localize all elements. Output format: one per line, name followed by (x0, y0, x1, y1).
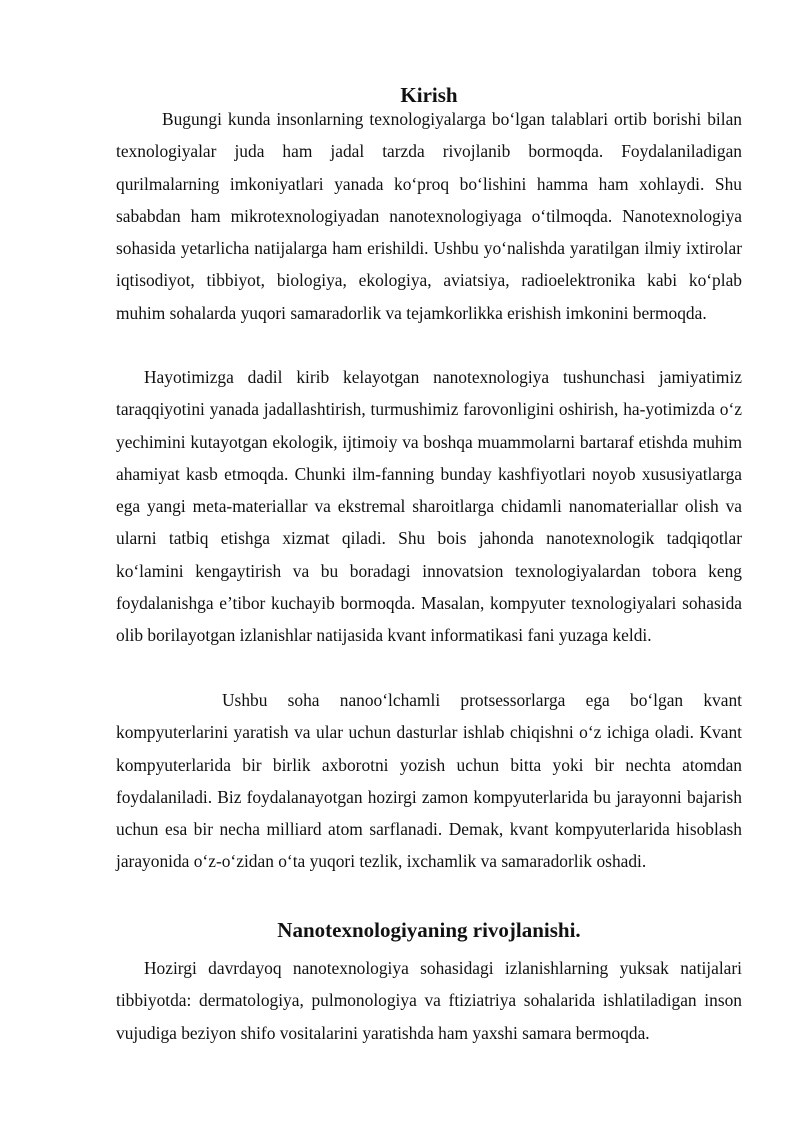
page-title: Kirish (400, 83, 458, 107)
section-title: Nanotexnologiyaning rivojlanishi. (277, 918, 581, 942)
paragraph-quantum-computers: Ushbu soha nanoo‘lchamli protsessorlarga ega bo‘lgan kvant kompyuterlarini yaratish va ular uchun dasturlar ishlab chiqishni o‘z ichiga oladi. Kvant kompyuterlarida bir birlik axborotni yozish uchun bitta yoki bir nechta atomdan foydalaniladi. Biz foydalanayotgan hozirgi zamon kompyuterlarida bu jarayonni bajarish uchun esa bir necha milliard atom sarflanadi. Demak, kvant kompyuterlarida hisoblash jarayonida o‘z-o‘zidan o‘ta yuqori tezlik, ixchamlik va samaradorlik oshadi. (116, 690, 742, 872)
paragraph-nanotechnology-society: Hayotimizga dadil kirib kelayotgan nanotexnologiya tushunchasi jamiyatimiz taraqqiyotini yanada jadallashtirish, turmushimiz farovonligini oshirish, ha-yotimizda o‘z yechimini kutayotgan ekologik, ijtimoiy va boshqa muammolarni bartaraf etishda muhim ahamiyat kasb etmoqda. Chunki ilm-fanning bunday kashfiyotlari noyob xususiyatlarga ega yangi meta-materiallar va ekstremal sharoitlarga chidamli nanomateriallar olish va ularni tatbiq etishga xizmat qiladi. Shu bois jahonda nanotexnologik tadqiqotlar ko‘lamini kengaytirish va bu boradagi innovatsion texnologiyalardan tobora keng foydalanishga e’tibor kuchayib bormoqda. Masalan, kompyuter texnologiyalari sohasida olib borilayotgan izlanishlar natijasida kvant informatikasi fani yuzaga keldi. (116, 367, 742, 646)
paragraph-intro: Bugungi kunda insonlarning texnologiyalarga bo‘lgan talablari ortib borishi bilan texnologiyalar juda ham jadal tarzda rivojlanib bormoqda. Foydalaniladigan qurilmalarning imkoniyatlari yanada ko‘proq bo‘lishini hamma ham xohlaydi. Shu sababdan ham mikrotexnologiyadan nanotexnologiyaga o‘tilmoqda. Nanotexnologiya sohasida yetarlicha natijalarga ham erishildi. Ushbu yo‘nalishda yaratilgan ilmiy ixtirolar iqtisodiyot, tibbiyot, biologiya, ekologiya, aviatsiya, radioelektronika kabi ko‘plab muhim sohalarda yuqori samaradorlik va tejamkorlikka erishish imkonini bermoqda. (116, 109, 742, 323)
paragraph-medicine: Hozirgi davrdayoq nanotexnologiya sohasidagi izlanishlarning yuksak natijalari tibbiyotda: dermatologiya, pulmonologiya va ftiziatriya sohalarida ishlatiladigan inson vujudiga beziyon shifo vositalarini yaratishda ham yaxshi samara bermoqda. (116, 958, 742, 1043)
